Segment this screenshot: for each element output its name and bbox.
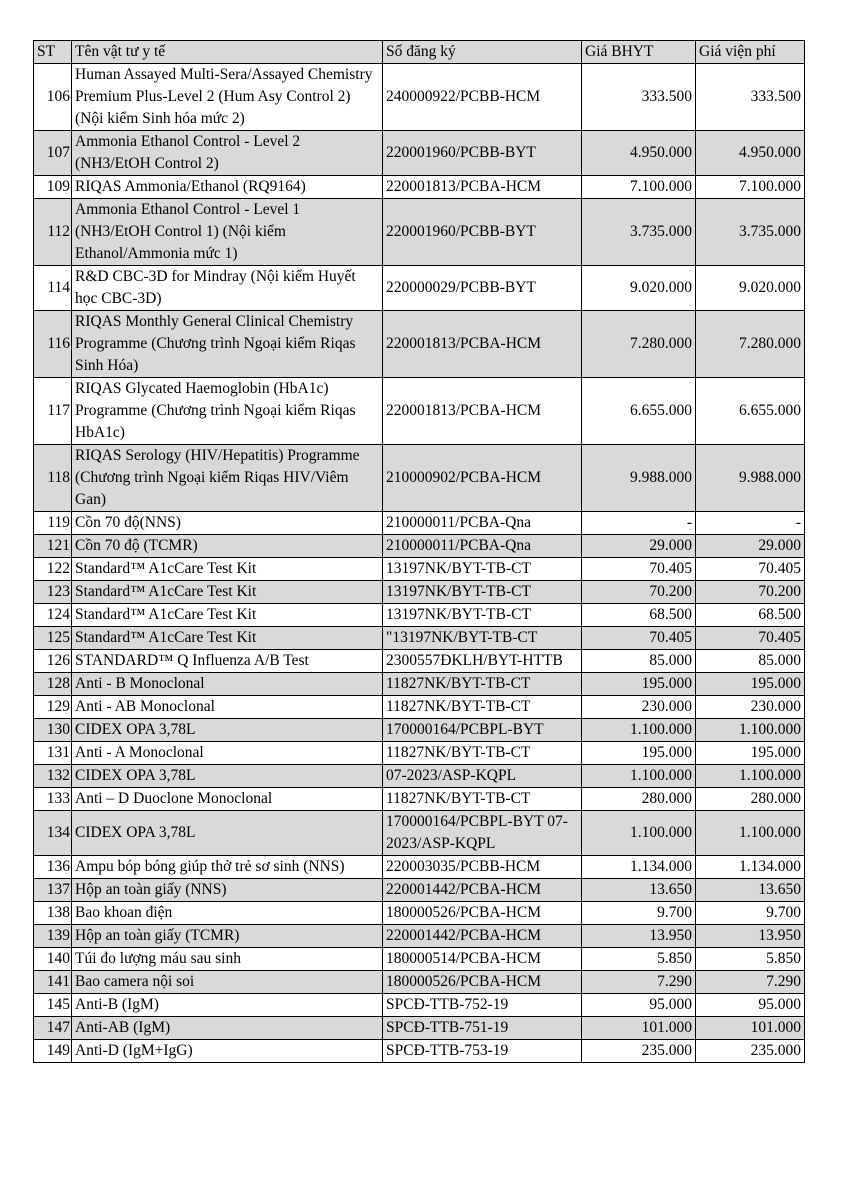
row-hospital-price-cell: 195.000: [696, 673, 805, 696]
row-st-cell: 126: [34, 650, 72, 673]
row-name-cell: Anti-AB (IgM): [72, 1017, 383, 1040]
row-bhyt-price-cell: -: [582, 512, 696, 535]
row-st-cell: 138: [34, 902, 72, 925]
row-hospital-price-cell: 9.988.000: [696, 445, 805, 512]
row-bhyt-price-cell: 95.000: [582, 994, 696, 1017]
row-hospital-price-cell: 1.100.000: [696, 719, 805, 742]
row-st-cell: 145: [34, 994, 72, 1017]
row-bhyt-price-cell: 195.000: [582, 742, 696, 765]
row-registration-cell: 210000011/PCBA-Qna: [383, 535, 582, 558]
row-st-cell: 141: [34, 971, 72, 994]
table-row: [34, 311, 805, 378]
row-name-cell: Bao camera nội soi: [72, 971, 383, 994]
row-name-cell: Bao khoan điện: [72, 902, 383, 925]
table-row: [34, 199, 805, 266]
row-name-cell: Ammonia Ethanol Control - Level 2 (NH3/EtOH Control 2): [72, 131, 383, 176]
row-registration-cell: 13197NK/BYT-TB-CT: [383, 581, 582, 604]
row-st-cell: 130: [34, 719, 72, 742]
row-name-cell: Anti – D Duoclone Monoclonal: [72, 788, 383, 811]
row-hospital-price-cell: 3.735.000: [696, 199, 805, 266]
table-row: [34, 1017, 805, 1040]
row-hospital-price-cell: 195.000: [696, 742, 805, 765]
row-hospital-price-cell: -: [696, 512, 805, 535]
row-registration-cell: SPCĐ-TTB-751-19: [383, 1017, 582, 1040]
row-st-cell: 133: [34, 788, 72, 811]
row-registration-cell: 220001813/PCBA-HCM: [383, 311, 582, 378]
row-registration-cell: 11827NK/BYT-TB-CT: [383, 742, 582, 765]
row-hospital-price-cell: 9.020.000: [696, 266, 805, 311]
row-name-cell: Human Assayed Multi-Sera/Assayed Chemistry Premium Plus-Level 2 (Hum Asy Control 2) (Nội kiểm Sinh hóa mức 2): [72, 64, 383, 131]
table-row: [34, 971, 805, 994]
row-bhyt-price-cell: 13.950: [582, 925, 696, 948]
row-name-cell: STANDARD™ Q Influenza A/B Test: [72, 650, 383, 673]
row-bhyt-price-cell: 1.100.000: [582, 811, 696, 856]
table-row: [34, 696, 805, 719]
row-name-cell: RIQAS Serology (HIV/Hepatitis) Programme (Chương trình Ngoại kiểm Riqas HIV/Viêm Gan): [72, 445, 383, 512]
row-st-cell: 117: [34, 378, 72, 445]
row-st-cell: 106: [34, 64, 72, 131]
row-bhyt-price-cell: 280.000: [582, 788, 696, 811]
row-name-cell: Anti-D (IgM+IgG): [72, 1040, 383, 1063]
table-row: [34, 650, 805, 673]
row-hospital-price-cell: 95.000: [696, 994, 805, 1017]
row-registration-cell: 13197NK/BYT-TB-CT: [383, 558, 582, 581]
row-bhyt-price-cell: 3.735.000: [582, 199, 696, 266]
header-hospital-price: Giá viện phí: [696, 41, 805, 64]
row-registration-cell: 220001960/PCBB-BYT: [383, 131, 582, 176]
row-st-cell: 139: [34, 925, 72, 948]
row-registration-cell: 240000922/PCBB-HCM: [383, 64, 582, 131]
row-bhyt-price-cell: 1.134.000: [582, 856, 696, 879]
header-bhyt-price: Giá BHYT: [582, 41, 696, 64]
row-st-cell: 114: [34, 266, 72, 311]
row-st-cell: 147: [34, 1017, 72, 1040]
row-bhyt-price-cell: 29.000: [582, 535, 696, 558]
row-bhyt-price-cell: 6.655.000: [582, 378, 696, 445]
table-row: [34, 948, 805, 971]
row-bhyt-price-cell: 7.280.000: [582, 311, 696, 378]
row-registration-cell: 170000164/PCBPL-BYT 07-2023/ASP-KQPL: [383, 811, 582, 856]
row-st-cell: 136: [34, 856, 72, 879]
row-hospital-price-cell: 7.280.000: [696, 311, 805, 378]
row-bhyt-price-cell: 195.000: [582, 673, 696, 696]
price-table-page: [33, 40, 804, 1063]
row-hospital-price-cell: 13.650: [696, 879, 805, 902]
row-hospital-price-cell: 13.950: [696, 925, 805, 948]
table-row: [34, 765, 805, 788]
row-st-cell: 131: [34, 742, 72, 765]
row-hospital-price-cell: 68.500: [696, 604, 805, 627]
row-bhyt-price-cell: 1.100.000: [582, 765, 696, 788]
row-hospital-price-cell: 1.134.000: [696, 856, 805, 879]
row-hospital-price-cell: 29.000: [696, 535, 805, 558]
table-row: [34, 512, 805, 535]
header-name: Tên vật tư y tế: [72, 41, 383, 64]
row-bhyt-price-cell: 7.290: [582, 971, 696, 994]
row-registration-cell: 180000526/PCBA-HCM: [383, 902, 582, 925]
row-bhyt-price-cell: 101.000: [582, 1017, 696, 1040]
row-hospital-price-cell: 230.000: [696, 696, 805, 719]
row-registration-cell: 180000514/PCBA-HCM: [383, 948, 582, 971]
row-bhyt-price-cell: 1.100.000: [582, 719, 696, 742]
row-bhyt-price-cell: 70.405: [582, 558, 696, 581]
table-row: [34, 535, 805, 558]
row-st-cell: 134: [34, 811, 72, 856]
row-registration-cell: 220001813/PCBA-HCM: [383, 176, 582, 199]
row-st-cell: 118: [34, 445, 72, 512]
row-registration-cell: 220000029/PCBB-BYT: [383, 266, 582, 311]
row-name-cell: RIQAS Ammonia/Ethanol (RQ9164): [72, 176, 383, 199]
row-hospital-price-cell: 7.290: [696, 971, 805, 994]
row-name-cell: RIQAS Glycated Haemoglobin (HbA1c) Programme (Chương trình Ngoại kiểm Riqas HbA1c): [72, 378, 383, 445]
row-st-cell: 124: [34, 604, 72, 627]
row-registration-cell: 11827NK/BYT-TB-CT: [383, 696, 582, 719]
table-body: [34, 64, 805, 1063]
row-bhyt-price-cell: 9.988.000: [582, 445, 696, 512]
row-name-cell: Standard™ A1cCare Test Kit: [72, 627, 383, 650]
table-row: [34, 925, 805, 948]
table-row: [34, 266, 805, 311]
row-registration-cell: 220001442/PCBA-HCM: [383, 879, 582, 902]
row-name-cell: Anti - A Monoclonal: [72, 742, 383, 765]
row-st-cell: 125: [34, 627, 72, 650]
row-st-cell: 107: [34, 131, 72, 176]
table-row: [34, 811, 805, 856]
table-row: [34, 604, 805, 627]
row-registration-cell: 180000526/PCBA-HCM: [383, 971, 582, 994]
row-bhyt-price-cell: 5.850: [582, 948, 696, 971]
row-name-cell: RIQAS Monthly General Clinical Chemistry Programme (Chương trình Ngoại kiểm Riqas Sinh Hóa): [72, 311, 383, 378]
row-hospital-price-cell: 333.500: [696, 64, 805, 131]
row-registration-cell: 220001442/PCBA-HCM: [383, 925, 582, 948]
table-row: [34, 742, 805, 765]
row-hospital-price-cell: 70.405: [696, 627, 805, 650]
row-name-cell: Ammonia Ethanol Control - Level 1 (NH3/EtOH Control 1) (Nội kiểm Ethanol/Ammonia mức 1): [72, 199, 383, 266]
row-bhyt-price-cell: 70.405: [582, 627, 696, 650]
row-hospital-price-cell: 1.100.000: [696, 811, 805, 856]
row-name-cell: CIDEX OPA 3,78L: [72, 719, 383, 742]
row-st-cell: 132: [34, 765, 72, 788]
row-st-cell: 128: [34, 673, 72, 696]
row-name-cell: Ampu bóp bóng giúp thở trẻ sơ sinh (NNS): [72, 856, 383, 879]
row-name-cell: Cồn 70 độ (TCMR): [72, 535, 383, 558]
table-row: [34, 1040, 805, 1063]
row-registration-cell: 170000164/PCBPL-BYT: [383, 719, 582, 742]
row-bhyt-price-cell: 70.200: [582, 581, 696, 604]
row-name-cell: R&D CBC-3D for Mindray (Nội kiểm Huyết học CBC-3D): [72, 266, 383, 311]
row-st-cell: 129: [34, 696, 72, 719]
row-st-cell: 109: [34, 176, 72, 199]
row-bhyt-price-cell: 9.020.000: [582, 266, 696, 311]
row-bhyt-price-cell: 68.500: [582, 604, 696, 627]
row-registration-cell: SPCĐ-TTB-752-19: [383, 994, 582, 1017]
row-bhyt-price-cell: 13.650: [582, 879, 696, 902]
row-bhyt-price-cell: 85.000: [582, 650, 696, 673]
row-registration-cell: 2300557ĐKLH/BYT-HTTB: [383, 650, 582, 673]
table-row: [34, 856, 805, 879]
row-hospital-price-cell: 9.700: [696, 902, 805, 925]
header-st: ST: [34, 41, 72, 64]
row-st-cell: 121: [34, 535, 72, 558]
row-st-cell: 123: [34, 581, 72, 604]
row-registration-cell: 13197NK/BYT-TB-CT: [383, 604, 582, 627]
row-registration-cell: 11827NK/BYT-TB-CT: [383, 788, 582, 811]
row-registration-cell: 220003035/PCBB-HCM: [383, 856, 582, 879]
row-hospital-price-cell: 4.950.000: [696, 131, 805, 176]
row-hospital-price-cell: 280.000: [696, 788, 805, 811]
row-bhyt-price-cell: 333.500: [582, 64, 696, 131]
row-st-cell: 122: [34, 558, 72, 581]
medical-supplies-table: [33, 40, 805, 1063]
table-row: [34, 788, 805, 811]
row-registration-cell: 210000011/PCBA-Qna: [383, 512, 582, 535]
row-hospital-price-cell: 70.405: [696, 558, 805, 581]
row-bhyt-price-cell: 7.100.000: [582, 176, 696, 199]
row-st-cell: 119: [34, 512, 72, 535]
row-bhyt-price-cell: 9.700: [582, 902, 696, 925]
row-name-cell: CIDEX OPA 3,78L: [72, 811, 383, 856]
row-bhyt-price-cell: 235.000: [582, 1040, 696, 1063]
row-name-cell: Anti - AB Monoclonal: [72, 696, 383, 719]
table-row: [34, 378, 805, 445]
table-row: [34, 445, 805, 512]
row-name-cell: Túi đo lượng máu sau sinh: [72, 948, 383, 971]
row-st-cell: 137: [34, 879, 72, 902]
row-registration-cell: "13197NK/BYT-TB-CT: [383, 627, 582, 650]
table-row: [34, 64, 805, 131]
row-name-cell: Anti-B (IgM): [72, 994, 383, 1017]
table-header-row: [34, 41, 805, 64]
row-hospital-price-cell: 5.850: [696, 948, 805, 971]
row-hospital-price-cell: 85.000: [696, 650, 805, 673]
table-row: [34, 994, 805, 1017]
row-name-cell: Anti - B Monoclonal: [72, 673, 383, 696]
row-registration-cell: 220001960/PCBB-BYT: [383, 199, 582, 266]
row-registration-cell: 11827NK/BYT-TB-CT: [383, 673, 582, 696]
row-hospital-price-cell: 235.000: [696, 1040, 805, 1063]
row-st-cell: 116: [34, 311, 72, 378]
row-name-cell: Standard™ A1cCare Test Kit: [72, 558, 383, 581]
row-name-cell: Hộp an toàn giấy (TCMR): [72, 925, 383, 948]
table-row: [34, 581, 805, 604]
row-hospital-price-cell: 7.100.000: [696, 176, 805, 199]
table-row: [34, 558, 805, 581]
table-row: [34, 902, 805, 925]
row-registration-cell: 07-2023/ASP-KQPL: [383, 765, 582, 788]
table-row: [34, 719, 805, 742]
header-registration: Số đăng ký: [383, 41, 582, 64]
row-name-cell: Cồn 70 độ(NNS): [72, 512, 383, 535]
row-st-cell: 112: [34, 199, 72, 266]
row-hospital-price-cell: 6.655.000: [696, 378, 805, 445]
row-hospital-price-cell: 1.100.000: [696, 765, 805, 788]
row-st-cell: 140: [34, 948, 72, 971]
table-row: [34, 131, 805, 176]
row-name-cell: CIDEX OPA 3,78L: [72, 765, 383, 788]
row-hospital-price-cell: 70.200: [696, 581, 805, 604]
row-bhyt-price-cell: 230.000: [582, 696, 696, 719]
row-st-cell: 149: [34, 1040, 72, 1063]
row-name-cell: Hộp an toàn giấy (NNS): [72, 879, 383, 902]
table-row: [34, 627, 805, 650]
table-row: [34, 176, 805, 199]
row-bhyt-price-cell: 4.950.000: [582, 131, 696, 176]
table-row: [34, 879, 805, 902]
table-row: [34, 673, 805, 696]
row-name-cell: Standard™ A1cCare Test Kit: [72, 604, 383, 627]
row-name-cell: Standard™ A1cCare Test Kit: [72, 581, 383, 604]
row-registration-cell: 210000902/PCBA-HCM: [383, 445, 582, 512]
row-registration-cell: SPCĐ-TTB-753-19: [383, 1040, 582, 1063]
row-registration-cell: 220001813/PCBA-HCM: [383, 378, 582, 445]
row-hospital-price-cell: 101.000: [696, 1017, 805, 1040]
